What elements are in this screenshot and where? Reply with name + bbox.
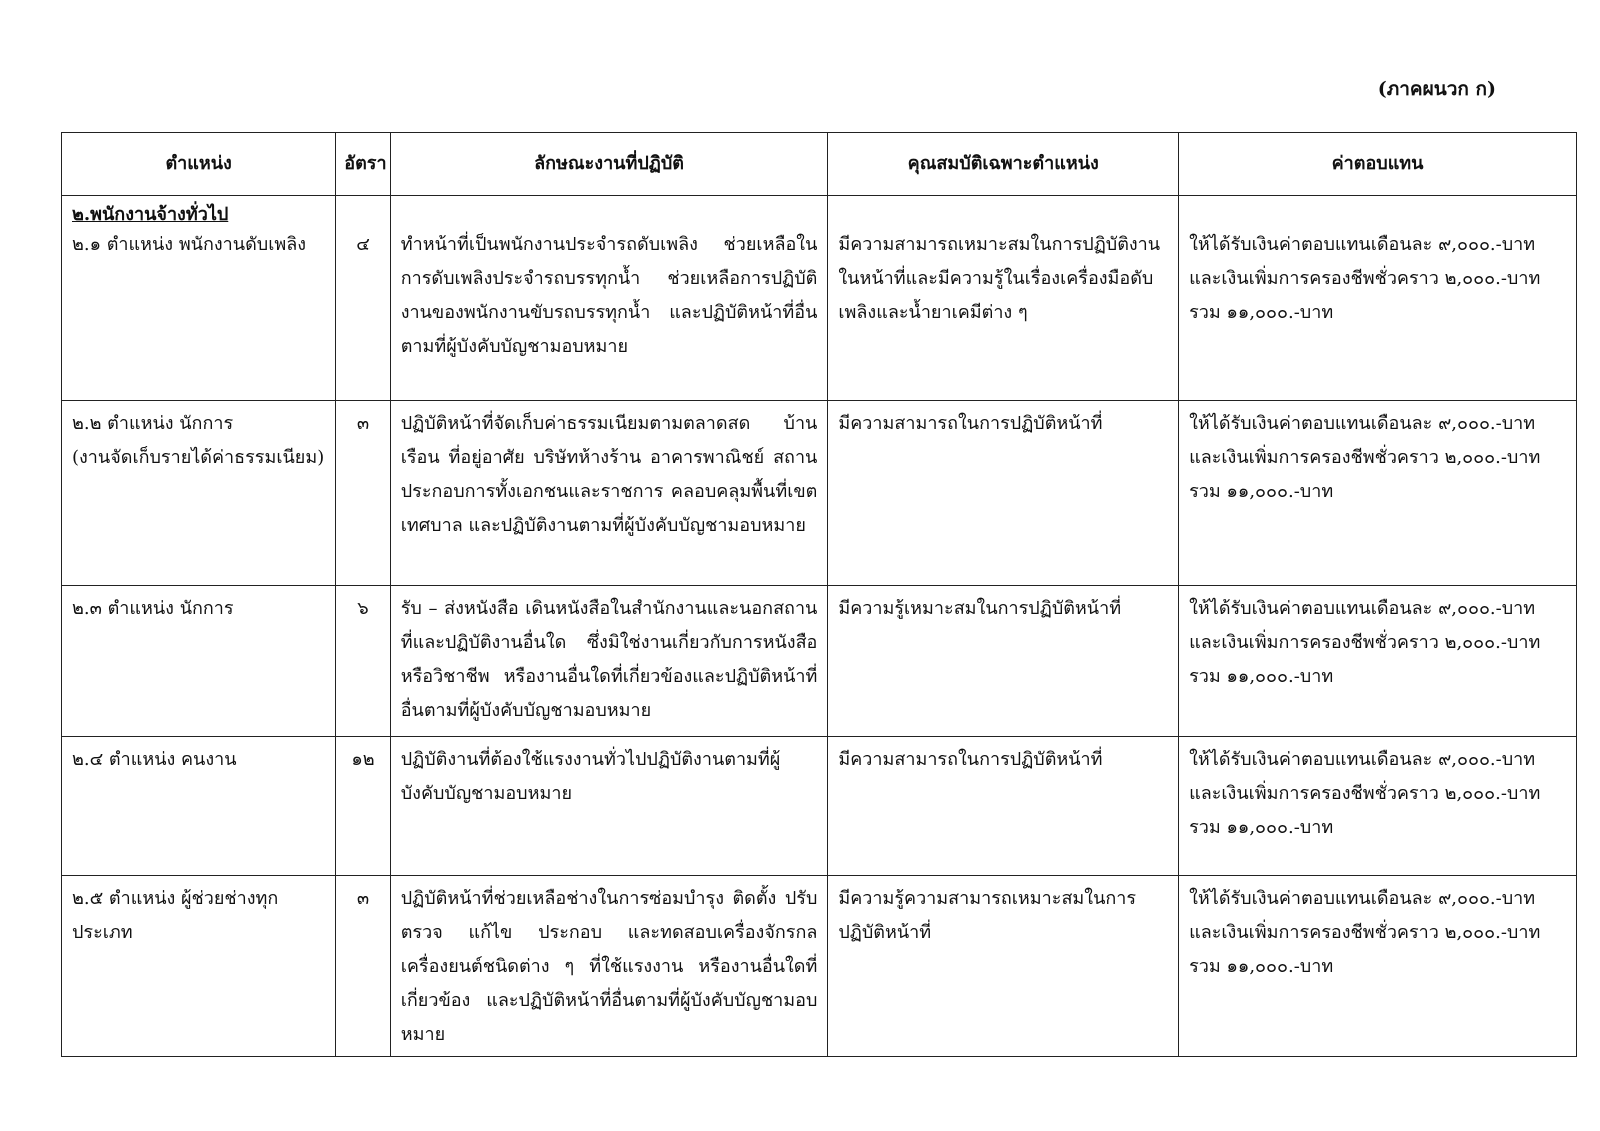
- pay-total: รวม ๑๑,๐๐๐.-บาท: [1189, 817, 1334, 838]
- pay-allowance: และเงินเพิ่มการครองชีพชั่วคราว ๒,๐๐๐.-บาท: [1189, 268, 1541, 289]
- table-row: [62, 196, 1577, 401]
- tasks-cell: ปฏิบัติงานที่ต้องใช้แรงงานทั่วไปปฏิบัติงานตามที่ผู้บังคับบัญชามอบหมาย: [390, 737, 828, 876]
- pay-total: รวม ๑๑,๐๐๐.-บาท: [1189, 481, 1334, 502]
- section-title: ๒.พนักงานจ้างทั่วไป: [72, 204, 229, 225]
- position-cell: [62, 737, 336, 876]
- rate-cell: ๓: [336, 401, 390, 586]
- table-header-row: [62, 133, 1577, 196]
- position-subtitle: (งานจัดเก็บรายได้ค่าธรรมเนียม): [72, 447, 325, 468]
- position-title: ๒.๑ ตำแหน่ง พนักงานดับเพลิง: [72, 234, 307, 255]
- pay-allowance: และเงินเพิ่มการครองชีพชั่วคราว ๒,๐๐๐.-บาท: [1189, 632, 1541, 653]
- pay-monthly: ให้ได้รับเงินค่าตอบแทนเดือนละ ๙,๐๐๐.-บาท: [1189, 234, 1536, 255]
- appendix-label: (ภาคผนวก ก): [1377, 78, 1496, 100]
- table-row: [62, 876, 1577, 1057]
- position-title: ๒.๕ ตำแหน่ง ผู้ช่วยช่างทุกประเภท: [72, 888, 279, 943]
- header-compensation: ค่าตอบแทน: [1179, 133, 1577, 196]
- position-cell: [62, 401, 336, 586]
- compensation-cell: [1179, 196, 1577, 401]
- table-row: [62, 401, 1577, 586]
- position-title: ๒.๒ ตำแหน่ง นักการ: [72, 413, 234, 434]
- position-cell: [62, 586, 336, 737]
- header-qualifications: คุณสมบัติเฉพาะตำแหน่ง: [828, 133, 1179, 196]
- pay-monthly: ให้ได้รับเงินค่าตอบแทนเดือนละ ๙,๐๐๐.-บาท: [1189, 598, 1536, 619]
- pay-monthly: ให้ได้รับเงินค่าตอบแทนเดือนละ ๙,๐๐๐.-บาท: [1189, 749, 1536, 770]
- qualifications-cell: มีความสามารถเหมาะสมในการปฏิบัติงานในหน้าที่และมีความรู้ในเรื่องเครื่องมือดับเพลิงและน้ำยาเคมีต่าง ๆ: [828, 196, 1179, 401]
- pay-total: รวม ๑๑,๐๐๐.-บาท: [1189, 956, 1334, 977]
- compensation-cell: [1179, 401, 1577, 586]
- pay-total: รวม ๑๑,๐๐๐.-บาท: [1189, 666, 1334, 687]
- compensation-cell: [1179, 586, 1577, 737]
- tasks-cell: รับ – ส่งหนังสือ เดินหนังสือในสำนักงานและนอกสถานที่และปฏิบัติงานอื่นใด ซึ่งมิใช่งานเกี่ยวกับการหนังสือหรือวิชาชีพ หรืองานอื่นใดที่เกี่ยวข้องและปฏิบัติหน้าที่อื่นตามที่ผู้บังคับบัญชามอบหมาย: [390, 586, 828, 737]
- qualifications-cell: มีความสามารถในการปฏิบัติหน้าที่: [828, 737, 1179, 876]
- pay-allowance: และเงินเพิ่มการครองชีพชั่วคราว ๒,๐๐๐.-บาท: [1189, 922, 1541, 943]
- pay-monthly: ให้ได้รับเงินค่าตอบแทนเดือนละ ๙,๐๐๐.-บาท: [1189, 413, 1536, 434]
- pay-total: รวม ๑๑,๐๐๐.-บาท: [1189, 302, 1334, 323]
- pay-monthly: ให้ได้รับเงินค่าตอบแทนเดือนละ ๙,๐๐๐.-บาท: [1189, 888, 1536, 909]
- tasks-cell: ทำหน้าที่เป็นพนักงานประจำรถดับเพลิง ช่วยเหลือในการดับเพลิงประจำรถบรรทุกน้ำ ช่วยเหลือการปฏิบัติงานของพนักงานขับรถบรรทุกน้ำ และปฏิบัติหน้าที่อื่นตามที่ผู้บังคับบัญชามอบหมาย: [390, 196, 828, 401]
- qualifications-cell: มีความรู้เหมาะสมในการปฏิบัติหน้าที่: [828, 586, 1179, 737]
- tasks-cell: ปฏิบัติหน้าที่ช่วยเหลือช่างในการซ่อมบำรุง ติดตั้ง ปรับ ตรวจ แก้ไข ประกอบ และทดสอบเครื่องจักรกล เครื่องยนต์ชนิดต่าง ๆ ที่ใช้แรงงาน หรืองานอื่นใดที่เกี่ยวข้อง และปฏิบัติหน้าที่อื่นตามที่ผู้บังคับบัญชามอบหมาย: [390, 876, 828, 1057]
- job-positions-table: [61, 132, 1577, 1057]
- position-title: ๒.๔ ตำแหน่ง คนงาน: [72, 749, 237, 770]
- header-tasks: ลักษณะงานที่ปฏิบัติ: [390, 133, 828, 196]
- rate-cell: ๖: [336, 586, 390, 737]
- header-rate: อัตรา: [336, 133, 390, 196]
- compensation-cell: [1179, 737, 1577, 876]
- pay-allowance: และเงินเพิ่มการครองชีพชั่วคราว ๒,๐๐๐.-บาท: [1189, 447, 1541, 468]
- qualifications-cell: มีความรู้ความสามารถเหมาะสมในการปฏิบัติหน้าที่: [828, 876, 1179, 1057]
- position-cell: [62, 876, 336, 1057]
- pay-allowance: และเงินเพิ่มการครองชีพชั่วคราว ๒,๐๐๐.-บาท: [1189, 783, 1541, 804]
- qualifications-cell: มีความสามารถในการปฏิบัติหน้าที่: [828, 401, 1179, 586]
- rate-cell: ๑๒: [336, 737, 390, 876]
- header-position: ตำแหน่ง: [62, 133, 336, 196]
- rate-cell: ๓: [336, 876, 390, 1057]
- compensation-cell: [1179, 876, 1577, 1057]
- position-cell: [62, 196, 336, 401]
- tasks-cell: ปฏิบัติหน้าที่จัดเก็บค่าธรรมเนียมตามตลาดสด บ้านเรือน ที่อยู่อาศัย บริษัทห้างร้าน อาคารพาณิชย์ สถานประกอบการทั้งเอกชนและราชการ คลอบคลุมพื้นที่เขตเทศบาล และปฏิบัติงานตามที่ผู้บังคับบัญชามอบหมาย: [390, 401, 828, 586]
- rate-cell: ๔: [336, 196, 390, 401]
- position-title: ๒.๓ ตำแหน่ง นักการ: [72, 598, 234, 619]
- table-row: [62, 586, 1577, 737]
- table-row: [62, 737, 1577, 876]
